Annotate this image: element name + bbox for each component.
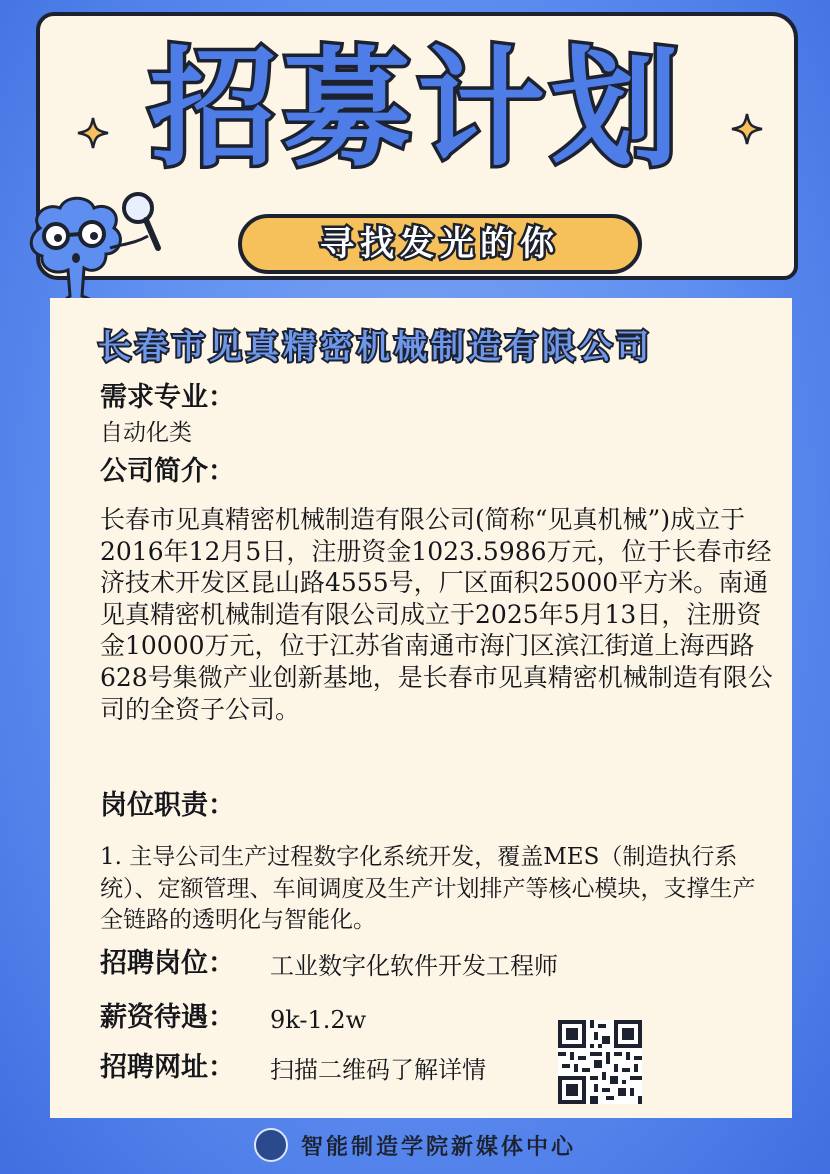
position-value: 工业数字化软件开发工程师 xyxy=(270,952,558,980)
intro-label: 公司简介： xyxy=(100,456,235,487)
sparkle-icon-right xyxy=(730,112,764,146)
college-logo-icon xyxy=(254,1128,288,1162)
url-value: 扫描二维码了解详情 xyxy=(270,1056,486,1084)
company-name: 长春市见真精密机械制造有限公司 xyxy=(98,327,653,366)
footer xyxy=(0,1128,830,1164)
footer-org: 智能制造学院新媒体中心 xyxy=(301,1134,577,1160)
url-label: 招聘网址： xyxy=(100,1052,235,1083)
subtitle-pill: 寻找发光的你 xyxy=(238,214,642,274)
salary-label: 薪资待遇： xyxy=(100,1002,235,1033)
qr-code-icon[interactable] xyxy=(558,1020,642,1104)
sparkle-icon-left xyxy=(76,116,110,150)
major-value: 自动化类 xyxy=(100,420,192,446)
content-card xyxy=(50,298,792,1118)
intro-text: 长春市见真精密机械制造有限公司(简称“见真机械”)成立于2016年12月5日，注册资金1023.5986万元，位于长春市经济技术开发区昆山路4555号，厂区面积25000平方米。南通见真精密机械制造有限公司成立于2025年5月13日，注册资金10000万元，位于江苏省南通市海门区滨江街道上海西路628号集微产业创新基地，是长春市见真精密机械制造有限公司的全资子公司。 xyxy=(100,505,773,724)
major-label: 需求专业： xyxy=(100,382,235,413)
position-label: 招聘岗位： xyxy=(100,948,235,979)
salary-value: 9k-1.2w xyxy=(270,1006,367,1034)
duty-label: 岗位职责： xyxy=(100,790,235,821)
poster-title: 招募计划 xyxy=(148,35,685,184)
duty-text: 1. 主导公司生产过程数字化系统开发，覆盖MES（制造执行系统）、定额管理、车间调度及生产计划排产等核心模块，支撑生产全链路的透明化与智能化。 xyxy=(100,844,756,933)
